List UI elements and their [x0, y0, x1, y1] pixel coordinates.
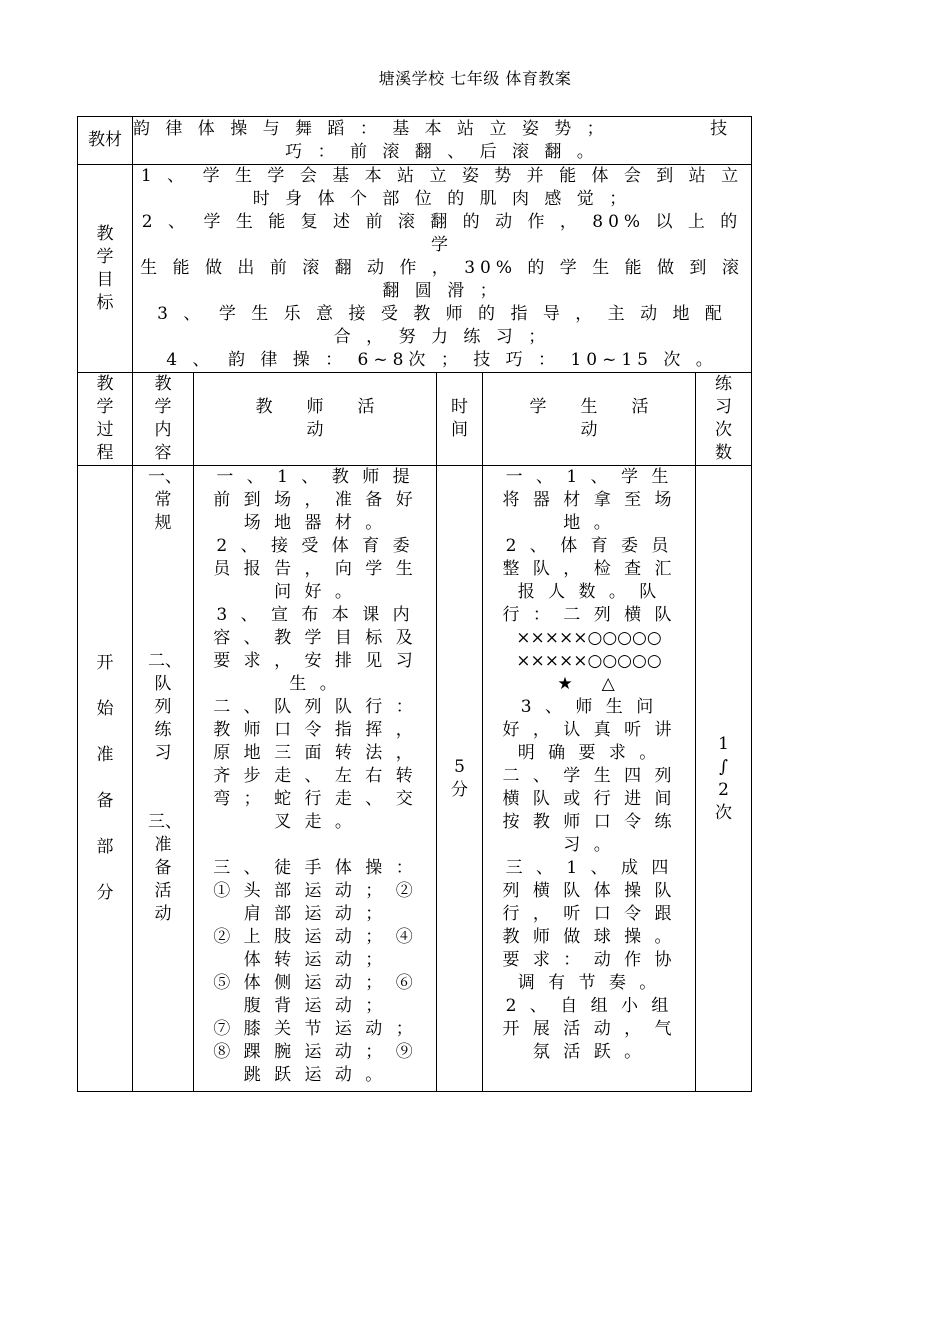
teacher-line: 一 、 1 、 教 师 提: [216, 467, 414, 487]
student-line: 整 队 ， 检 查 汇: [502, 559, 676, 579]
teacher-line: 弯 ； 蛇 行 走 、 交: [213, 789, 417, 809]
student-line: 习 。: [563, 835, 615, 855]
content-item-formation: 二、队列练习: [148, 651, 182, 763]
objectives-content: [133, 165, 752, 373]
objective-line: 生 能 做 出 前 滚 翻 动 作 ， 30% 的 学 生 能 做 到 滚: [140, 258, 744, 278]
phase-char: 备: [96, 791, 114, 811]
student-line: 2 、 自 组 小 组: [505, 996, 673, 1016]
materials-line2: 巧 ： 前 滚 翻 、 后 滚 翻 。: [285, 141, 599, 162]
col-header-student-line1: 学 生 活: [529, 397, 649, 417]
teacher-line-spacer: [210, 834, 420, 857]
student-line: 二 、 学 生 四 列: [502, 766, 676, 786]
student-line: 3 、 师 生 问: [520, 697, 658, 717]
teacher-line: 三 、 徒 手 体 操 ：: [213, 858, 417, 878]
student-line: 开 展 活 动 ， 气: [502, 1019, 676, 1039]
teacher-line: 体 转 运 动 ；: [243, 950, 387, 970]
col-header-teacher: [194, 373, 437, 466]
teacher-line: 腹 背 运 动 ；: [243, 996, 387, 1016]
student-line: 行 ： 二 列 横 队: [502, 605, 676, 625]
teacher-line: 教 师 口 令 指 挥 ，: [213, 720, 417, 740]
teacher-activity-cell: [194, 466, 437, 1092]
formation-row: ×××××○○○○○: [516, 651, 662, 671]
col-header-content: 教学内容: [133, 373, 194, 466]
objective-line: 4 、 韵 律 操 ： 6~8次 ； 技 巧 ： 10~15 次 。: [166, 350, 718, 370]
teacher-line: 原 地 三 面 转 法 ，: [213, 743, 417, 763]
student-line: 调 有 节 奏 。: [517, 973, 661, 993]
teacher-line: ⑤ 体 侧 运 动 ； ⑥: [213, 973, 417, 993]
objective-line: 3 、 学 生 乐 意 接 受 教 师 的 指 导 ， 主 动 地 配: [157, 304, 727, 324]
materials-content: [133, 117, 752, 165]
col-header-time: 时间: [437, 373, 483, 466]
teacher-line: 生 。: [289, 674, 341, 694]
teacher-line: 叉 走 。: [274, 812, 356, 832]
teacher-line: 容 、 教 学 目 标 及: [213, 628, 417, 648]
objectives-label: 教学目标: [78, 165, 133, 373]
teacher-line: 齐 步 走 、 左 右 转: [213, 766, 417, 786]
reps-line: ∫: [719, 756, 728, 777]
student-line: 氛 活 跃 。: [532, 1042, 646, 1062]
objectives-row: [78, 165, 752, 373]
phase-char: 准: [96, 745, 114, 765]
student-line: 按 教 师 口 令 练: [502, 812, 676, 832]
student-line: 教 师 做 球 操 。: [502, 927, 676, 947]
page-header: 塘溪学校 七年级 体育教案: [378, 69, 572, 88]
content-item-routine: 一、常规: [148, 467, 182, 533]
teacher-line: 肩 部 运 动 ；: [243, 904, 387, 924]
phase-char: 分: [96, 883, 114, 903]
reps-cell: [696, 466, 752, 1092]
student-line: 好 ， 认 真 听 讲: [502, 720, 676, 740]
student-line: 列 横 队 体 操 队: [502, 881, 676, 901]
student-activity-cell: [483, 466, 696, 1092]
time-cell: 5分: [437, 466, 483, 1092]
teacher-line: 2 、 接 受 体 育 委: [216, 536, 414, 556]
col-header-reps: 练习次数: [696, 373, 752, 466]
reps-line: 1: [718, 733, 729, 754]
reps-line: 2: [718, 779, 729, 800]
student-line: 横 队 或 行 进 间: [502, 789, 676, 809]
student-line: 一 、 1 、 学 生: [505, 467, 673, 487]
objective-line: 翻 圆 滑 ；: [382, 281, 502, 301]
col-header-teacher-line2: 动: [306, 420, 324, 440]
formation-markers: ★ △: [557, 674, 621, 694]
teacher-line: ⑦ 膝 关 节 运 动 ；: [213, 1019, 417, 1039]
teacher-line: ② 上 肢 运 动 ； ④: [213, 927, 417, 947]
materials-row: [78, 117, 752, 165]
formation-row: ×××××○○○○○: [516, 628, 662, 648]
teacher-line: 前 到 场 ， 准 备 好: [213, 490, 417, 510]
content-cell: [133, 466, 194, 1092]
objective-line: 2 、 学 生 能 复 述 前 滚 翻 的 动 作 ， 80% 以 上 的 学: [141, 212, 743, 255]
student-line: 三 、 1 、 成 四: [505, 858, 673, 878]
phase-char: 始: [96, 699, 114, 719]
student-line: 明 确 要 求 。: [517, 743, 661, 763]
objective-line: 合 ， 努 力 练 习 ；: [333, 327, 551, 347]
col-header-student-line2: 动: [580, 420, 598, 440]
col-header-student: [483, 373, 696, 466]
teacher-line: 跳 跃 运 动 。: [243, 1065, 387, 1085]
student-line: 行 ， 听 口 令 跟: [502, 904, 676, 924]
phase-char: 开: [96, 653, 114, 673]
section-row: [78, 466, 752, 1092]
teacher-line: ⑧ 踝 腕 运 动 ； ⑨: [213, 1042, 417, 1062]
teacher-line: 场 地 器 材 。: [243, 513, 387, 533]
col-header-teacher-line1: 教 师 活: [255, 397, 375, 417]
teacher-line: 要 求 ， 安 排 见 习: [213, 651, 417, 671]
reps-line: 次: [715, 802, 732, 823]
teacher-line: 3 、 宣 布 本 课 内: [216, 605, 414, 625]
teacher-line: 员 报 告 ， 向 学 生: [213, 559, 417, 579]
student-line: 要 求 ： 动 作 协: [502, 950, 676, 970]
phase-char: 部: [96, 837, 114, 857]
content-item-warmup: 三、准备活动: [148, 812, 182, 924]
lesson-plan-table: [77, 116, 752, 1092]
student-line: 报 人 数 。 队: [517, 582, 661, 602]
objective-line: 1 、 学 生 学 会 基 本 站 立 姿 势 并 能 体 会 到 站 立: [140, 166, 744, 186]
teacher-line: 二 、 队 列 队 行 ：: [213, 697, 417, 717]
student-line: 将 器 材 拿 至 场: [502, 490, 676, 510]
objective-line: 时 身 体 个 部 位 的 肌 肉 感 觉 ；: [252, 189, 632, 209]
teacher-line: 问 好 。: [274, 582, 356, 602]
student-line: 2 、 体 育 委 员: [505, 536, 673, 556]
col-header-process: 教学过程: [78, 373, 133, 466]
materials-line1: 韵 律 体 操 与 舞 蹈 ： 基 本 站 立 姿 势 ； 技: [133, 118, 733, 139]
teacher-line: ① 头 部 运 动 ； ②: [213, 881, 417, 901]
phase-cell: [78, 466, 133, 1092]
student-line: 地 。: [563, 513, 615, 533]
column-header-row: [78, 373, 752, 466]
materials-label: 教材: [78, 117, 133, 165]
